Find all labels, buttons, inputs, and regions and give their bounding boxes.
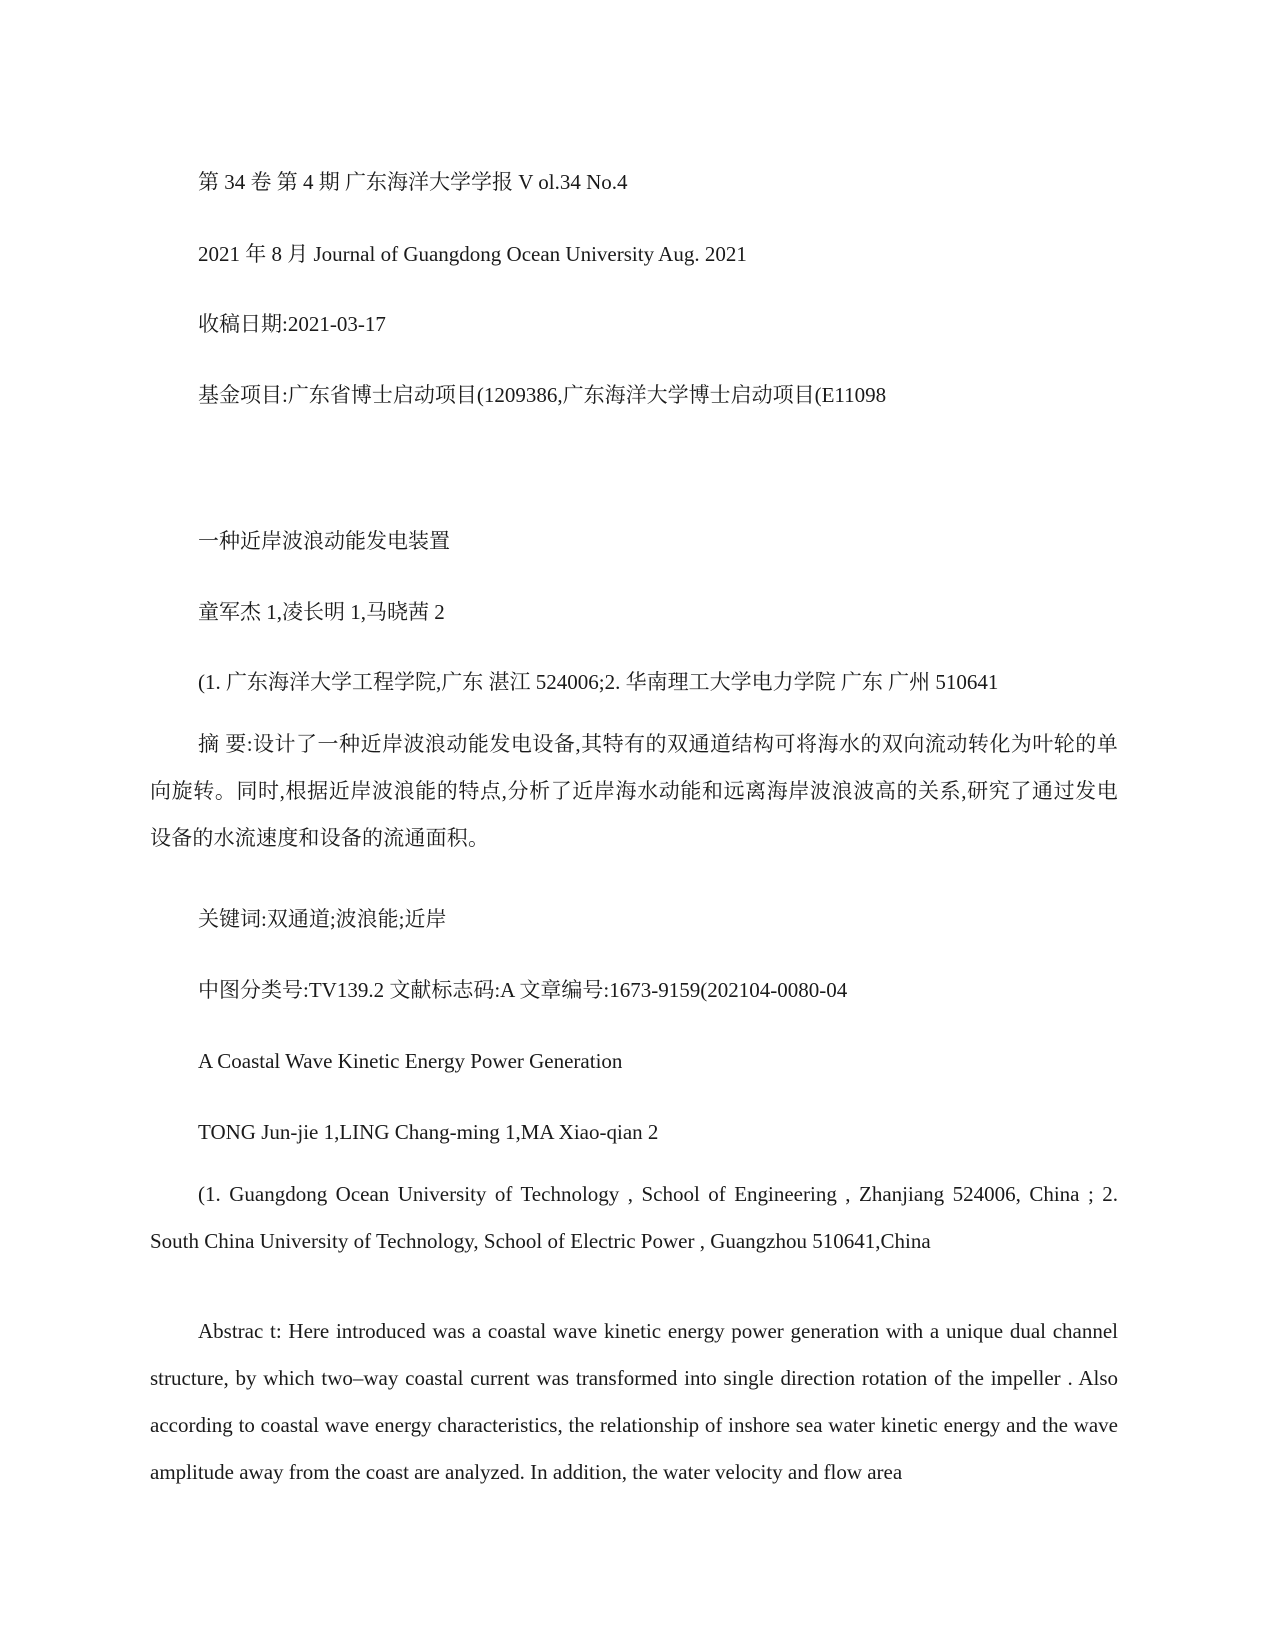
journal-volume-line: 第 34 卷 第 4 期 广东海洋大学学报 V ol.34 No.4	[198, 170, 628, 194]
english-affiliations: (1. Guangdong Ocean University of Technology , School of Engineering , Zhanjiang 524006, China ; 2. South China University of Technology, School of Electric Power , Guangzhou 510641,China	[150, 1182, 1118, 1253]
funding-info: 基金项目:广东省博士启动项目(1209386,广东海洋大学博士启动项目(E11098	[198, 383, 887, 407]
chinese-authors: 童军杰 1,凌长明 1,马晓茜 2	[198, 600, 445, 624]
english-abstract: Abstrac t: Here introduced was a coastal wave kinetic energy power generation with a unique dual channel structure, by which two–way coastal current was transformed into single direction rotation of the impeller . Also according to coastal wave energy characteristics, the relationship of inshore sea water kinetic energy and the wave amplitude away from the coast are analyzed. In addition, the water velocity and flow area	[150, 1319, 1118, 1484]
classification-line: 中图分类号:TV139.2 文献标志码:A 文章编号:1673-9159(202104-0080-04	[198, 978, 848, 1002]
chinese-keywords: 关键词:双通道;波浪能;近岸	[198, 907, 447, 931]
english-authors: TONG Jun-jie 1,LING Chang-ming 1,MA Xiao-qian 2	[198, 1120, 659, 1144]
english-title: A Coastal Wave Kinetic Energy Power Generation	[198, 1049, 623, 1073]
chinese-abstract: 摘 要:设计了一种近岸波浪动能发电设备,其特有的双通道结构可将海水的双向流动转化为叶轮的单向旋转。同时,根据近岸波浪能的特点,分析了近岸海水动能和远离海岸波浪波高的关系,研究了通过发电设备的水流速度和设备的流通面积。	[150, 732, 1118, 850]
journal-date-line: 2021 年 8 月 Journal of Guangdong Ocean University Aug. 2021	[198, 242, 747, 266]
chinese-title: 一种近岸波浪动能发电装置	[198, 529, 450, 553]
received-date: 收稿日期:2021-03-17	[198, 312, 386, 336]
chinese-affiliations: (1. 广东海洋大学工程学院,广东 湛江 524006;2. 华南理工大学电力学院 广东 广州 510641	[198, 670, 999, 694]
